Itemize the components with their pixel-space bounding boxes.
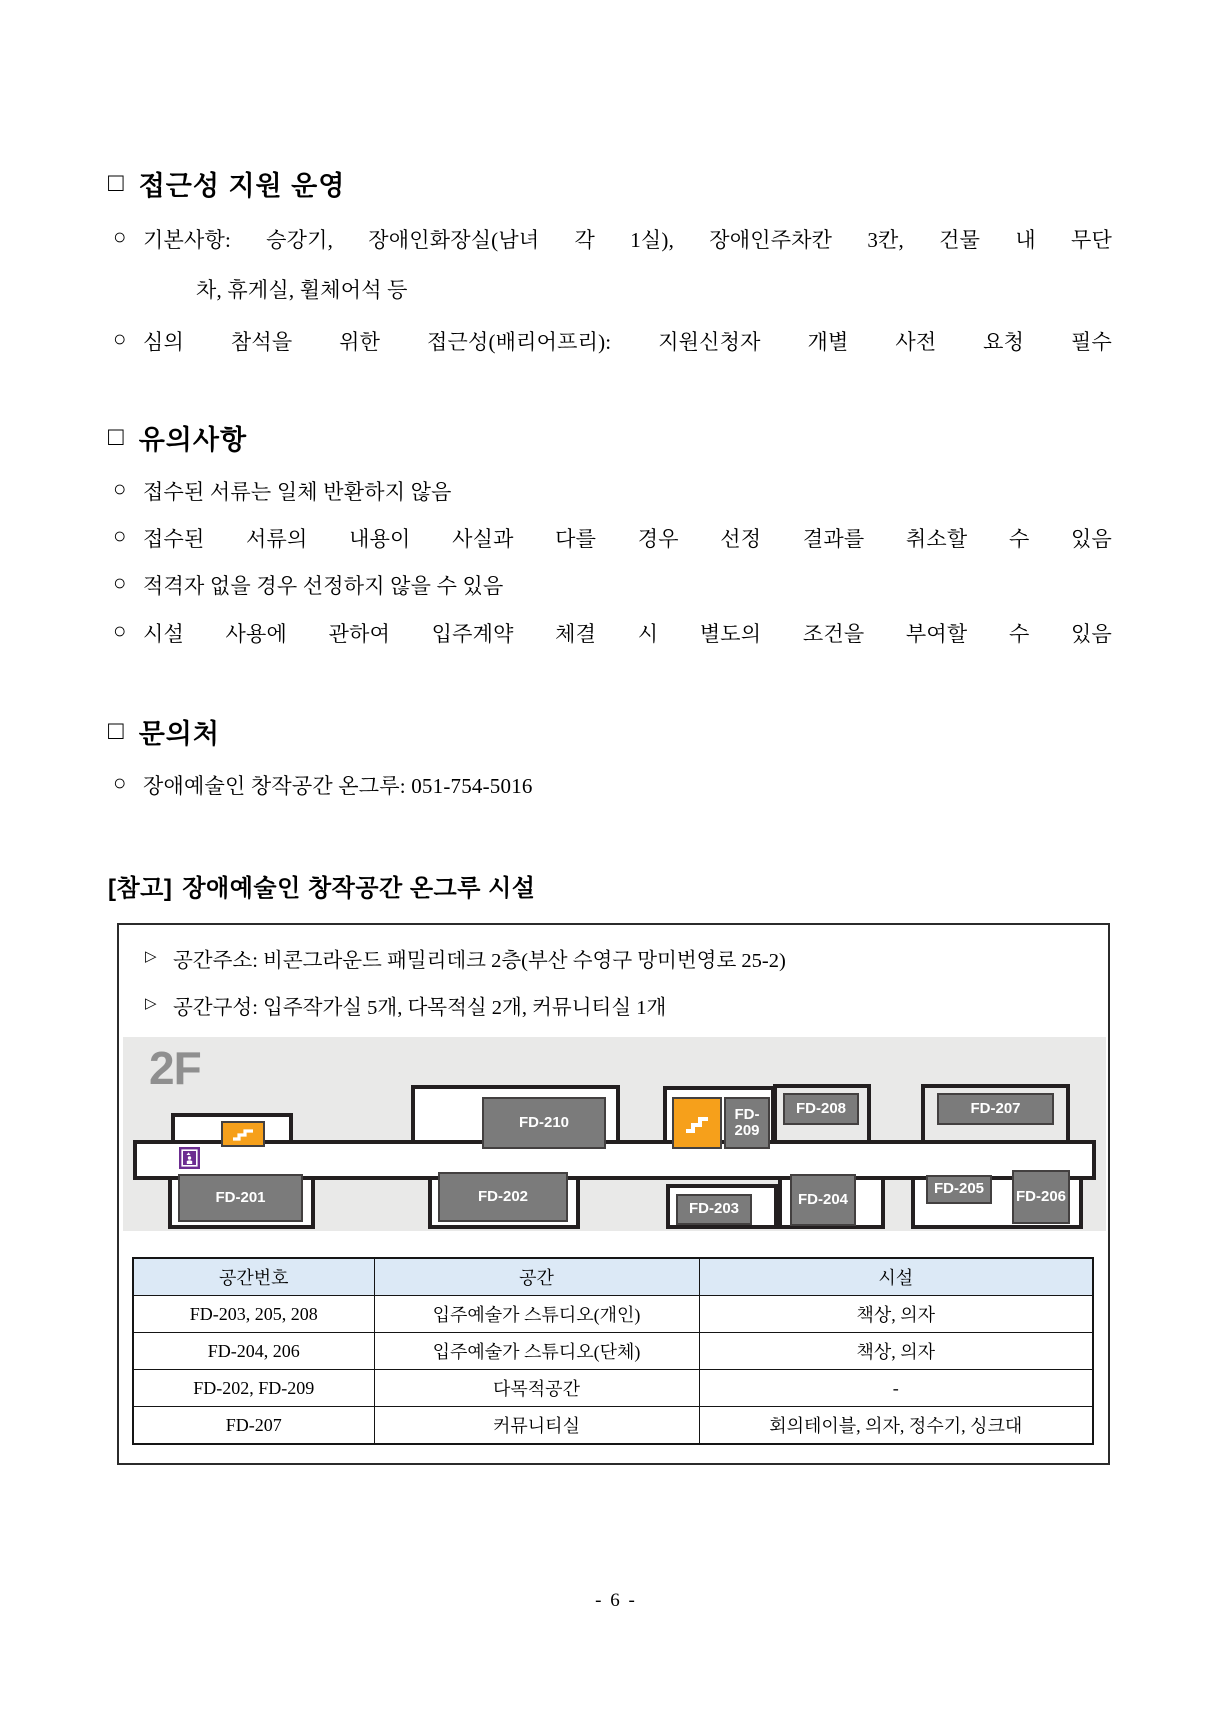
cell-space: 커뮤니티실 (374, 1407, 699, 1445)
circle-marker-icon: ○ (113, 523, 127, 548)
room-fd-210: FD-210 (482, 1097, 606, 1149)
bullet-line (0, 224, 1232, 254)
room-fd-206: FD-206 (1012, 1170, 1070, 1224)
square-marker-icon: □ (108, 421, 124, 451)
triangle-marker-icon: ▷ (145, 949, 157, 965)
cell-space-number: FD-204, 206 (133, 1333, 374, 1370)
circle-marker-icon: ○ (113, 326, 127, 351)
circle-marker-icon: ○ (113, 618, 127, 643)
bullet-text: 적격자 없을 경우 선정하지 않을 수 있음 (143, 574, 504, 598)
cell-space-number: FD-203, 205, 208 (133, 1296, 374, 1333)
table-row (133, 1407, 1093, 1445)
note-text: 공간구성: 입주작가실 5개, 다목적실 2개, 커뮤니티실 1개 (173, 997, 667, 1019)
bullet-continuation: 차, 휴게실, 휠체어석 등 (196, 278, 408, 302)
cell-space: 입주예술가 스튜디오(단체) (374, 1333, 699, 1370)
room-fd-202: FD-202 (438, 1172, 568, 1222)
section-heading-contact (108, 712, 220, 751)
cell-space: 다목적공간 (374, 1370, 699, 1407)
facility-table (132, 1257, 1094, 1445)
floor-plan (123, 1037, 1106, 1231)
note-line-composition (119, 990, 1109, 1020)
table-row (133, 1296, 1093, 1333)
bullet-text: 심의 참석을 위한 접근성(배리어프리): 지원신청자 개별 사전 요청 필수 (143, 330, 1112, 354)
stairs-icon (672, 1097, 722, 1149)
table-header-row (133, 1258, 1093, 1296)
triangle-marker-icon: ▷ (145, 996, 157, 1012)
circle-marker-icon: ○ (113, 570, 127, 595)
reference-box (117, 923, 1110, 1465)
section-heading-caution (108, 418, 247, 457)
room-fd-203: FD-203 (676, 1194, 752, 1225)
col-header-facility: 시설 (699, 1258, 1093, 1296)
cell-space-number: FD-207 (133, 1407, 374, 1445)
section-title: 문의처 (138, 719, 220, 749)
room-fd-208: FD-208 (783, 1093, 859, 1125)
section-title: 유의사항 (138, 425, 248, 455)
bullet-line (0, 523, 1232, 553)
bullet-line (0, 570, 1232, 600)
room-fd-209: FD-209 (724, 1097, 770, 1149)
bullet-text: 접수된 서류는 일체 반환하지 않음 (143, 480, 452, 504)
room-fd-201: FD-201 (178, 1174, 303, 1222)
reference-tag: [참고] (108, 875, 173, 902)
circle-marker-icon: ○ (113, 476, 127, 501)
stairs-glyph (230, 1126, 256, 1142)
cell-space-number: FD-202, FD-209 (133, 1370, 374, 1407)
cell-facility: 회의테이블, 의자, 정수기, 싱크대 (699, 1407, 1093, 1445)
bullet-text: 시설 사용에 관하여 입주계약 체결 시 별도의 조건을 부여할 수 있음 (143, 622, 1112, 646)
bullet-line (0, 326, 1232, 356)
floor-label: 2F (149, 1042, 201, 1094)
cell-facility: 책상, 의자 (699, 1333, 1093, 1370)
square-marker-icon: □ (108, 715, 124, 745)
page-number: - 6 - (595, 1590, 637, 1611)
contact-phone-text: 장애예술인 창작공간 온그루: 051-754-5016 (143, 774, 533, 798)
elevator-icon (179, 1147, 200, 1169)
bullet-line (0, 770, 1232, 800)
cell-facility: - (699, 1370, 1093, 1407)
elevator-glyph (181, 1149, 198, 1167)
note-text: 공간주소: 비콘그라운드 패밀리데크 2층(부산 수영구 망미번영로 25-2) (173, 950, 786, 972)
cell-space: 입주예술가 스튜디오(개인) (374, 1296, 699, 1333)
reference-heading (108, 868, 535, 903)
col-header-space: 공간 (374, 1258, 699, 1296)
cell-facility: 책상, 의자 (699, 1296, 1093, 1333)
circle-marker-icon: ○ (113, 224, 127, 249)
bullet-text: 접수된 서류의 내용이 사실과 다를 경우 선정 결과를 취소할 수 있음 (143, 527, 1112, 551)
circle-marker-icon: ○ (113, 770, 127, 795)
bullet-line (0, 618, 1232, 648)
square-marker-icon: □ (108, 167, 124, 197)
stairs-icon (221, 1121, 265, 1147)
reference-title: 장애예술인 창작공간 온그루 시설 (182, 875, 536, 902)
room-fd-207: FD-207 (937, 1093, 1054, 1125)
bullet-line (0, 476, 1232, 506)
note-line-address (119, 943, 1109, 973)
room-fd-205: FD-205 (926, 1175, 992, 1204)
room-fd-204: FD-204 (790, 1174, 856, 1226)
section-heading-access (108, 164, 345, 203)
table-row (133, 1333, 1093, 1370)
section-title: 접근성 지원 운영 (138, 171, 346, 201)
stairs-glyph (682, 1110, 712, 1136)
table-row (133, 1370, 1093, 1407)
col-header-space-number: 공간번호 (133, 1258, 374, 1296)
bullet-text: 기본사항: 승강기, 장애인화장실(남녀 각 1실), 장애인주차칸 3칸, 건물 내 무단 (143, 228, 1112, 252)
